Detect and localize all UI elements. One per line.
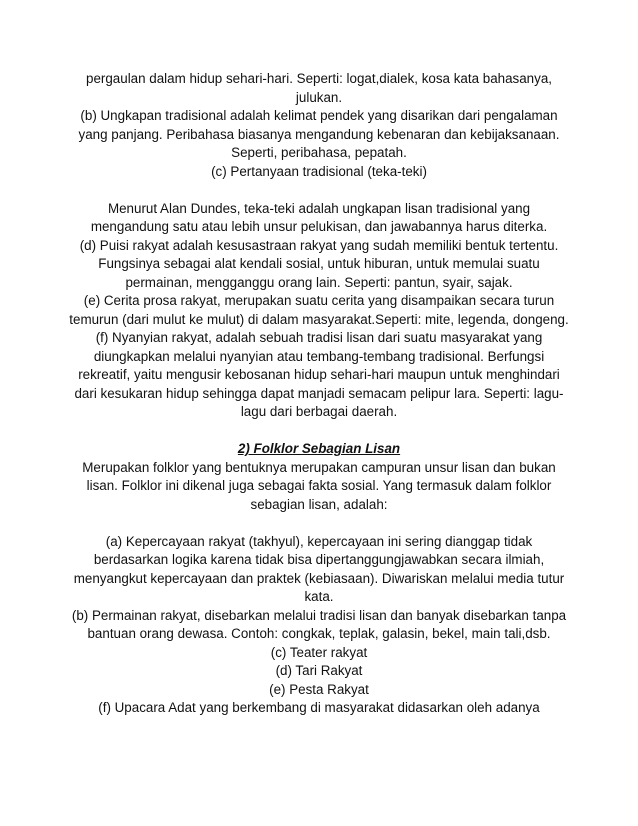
paragraph-teater-rakyat: (c) Teater rakyat [270,644,368,660]
spacer [68,514,570,533]
paragraph-cerita-prosa: (e) Cerita prosa rakyat, merupakan suatu cerita yang disampaikan secara turun temurun (dari mulut ke mulut) di dalam masyarakat.Seperti: mite, legenda, dongeng. [69,293,569,327]
paragraph-permainan-rakyat: (b) Permainan rakyat, disebarkan melalui tradisi lisan dan banyak disebarkan tanpa bantuan orang dewasa. Contoh: congkak, teplak, galasin, bekel, main tali,dsb. [71,607,567,641]
spacer [68,422,570,441]
paragraph-logat: pergaulan dalam hidup sehari-hari. Seperti: logat,dialek, kosa kata bahasanya, julukan. [86,71,552,105]
document-page [68,70,570,718]
paragraph-pesta-rakyat: (e) Pesta Rakyat [269,681,369,697]
paragraph-puisi-rakyat: (d) Puisi rakyat adalah kesusastraan rakyat yang sudah memiliki bentuk tertentu. Fungsinya sebagai alat kendali sosial, untuk hiburan, untuk memulai suatu permainan, mengganggu orang lain. Seperti: pantun, syair, sajak. [79,237,559,290]
paragraph-nyanyian-rakyat: (f) Nyanyian rakyat, adalah sebuah tradisi lisan dari suatu masyarakat yang diungkapkan melalui nyanyian atau tembang-tembang tradisional. Berfungsi rekreatif, yaitu mengusir kebosanan hidup sehari-hari maupun untuk menghindari dari kesukaran hidup sehingga dapat manjadi semacam pelipur lara. Seperti: lagu-lagu dari berbagai daerah. [74,330,564,419]
paragraph-pertanyaan-tradisional: (c) Pertanyaan tradisional (teka-teki) [211,163,427,179]
section-heading: 2) Folklor Sebagian Lisan [237,441,401,456]
paragraph-alan-dundes: Menurut Alan Dundes, teka-teki adalah ungkapan lisan tradisional yang mengandung satu atau lebih unsur pelukisan, dan jawabannya harus diterka. [90,200,548,234]
paragraph-kepercayaan-rakyat: (a) Kepercayaan rakyat (takhyul), kepercayaan ini sering dianggap tidak berdasarkan logika karena tidak bisa dipertanggungjawabkan secara ilmiah, menyangkut kepercayaan dan praktek (kebiasaan). Diwariskan melalui media tutur kata. [73,533,565,604]
spacer [68,181,570,200]
paragraph-sebagian-lisan-intro: Merupakan folklor yang bentuknya merupakan campuran unsur lisan dan bukan lisan. Folklor ini dikenal juga sebagai fakta sosial. Yang termasuk dalam folklor sebagian lisan, adalah: [82,459,556,512]
paragraph-ungkapan-tradisional: (b) Ungkapan tradisional adalah kelimat pendek yang disarikan dari pengalaman yang panjang. Peribahasa biasanya mengandung kebenaran dan kebijaksanaan. Seperti, peribahasa, pepatah. [78,108,560,160]
paragraph-tari-rakyat: (d) Tari Rakyat [275,663,363,678]
paragraph-upacara-adat: (f) Upacara Adat yang berkembang di masyarakat didasarkan oleh adanya [98,700,540,715]
